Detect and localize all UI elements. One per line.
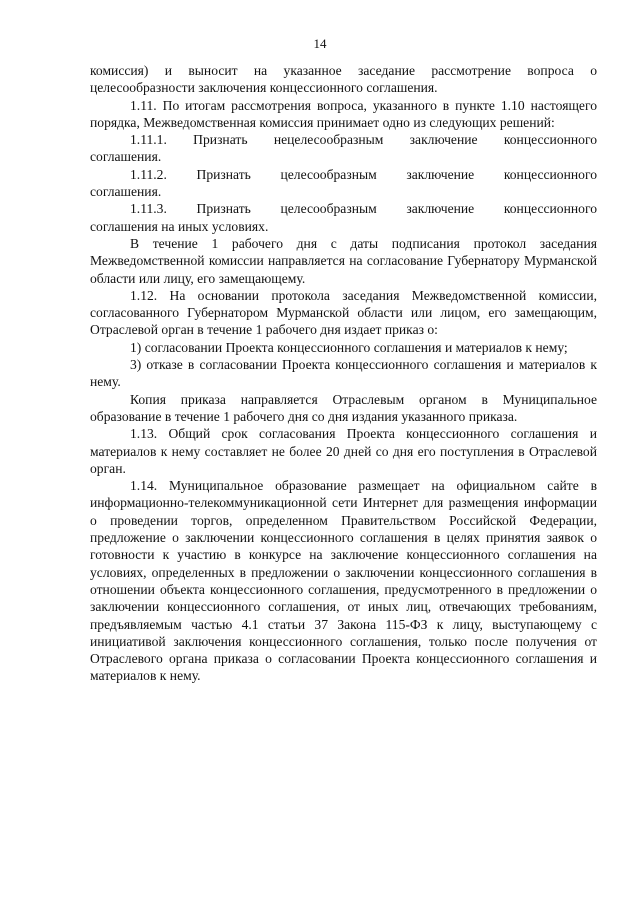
paragraph-protocol: В течение 1 рабочего дня с даты подписания протокол заседания Межведомственной комиссии направляется на согласование Губернатору Мурманской области или лицу, его замещающему. bbox=[90, 235, 597, 286]
paragraph-item-approval: 1) согласовании Проекта концессионного соглашения и материалов к нему; bbox=[130, 339, 568, 355]
paragraph-1-11-1: 1.11.1. Признать нецелесообразным заключение концессионного bbox=[130, 132, 597, 148]
document-body bbox=[90, 62, 597, 685]
paragraph-1-12: 1.12. На основании протокола заседания Межведомственной комиссии, согласованного Губернатором Мурманской области или лицом, его замещающим, Отраслевой орган в течение 1 рабочего дня издает приказ о: bbox=[90, 287, 597, 338]
paragraph-1-11-3: 1.11.3. Признать целесообразным заключение концессионного bbox=[130, 201, 597, 217]
paragraph-1-13: 1.13. Общий срок согласования Проекта концессионного соглашения и материалов к нему составляет не более 20 дней со дня его поступления в Отраслевой орган. bbox=[90, 426, 597, 476]
paragraph-1-14: 1.14. Муниципальное образование размещает на официальном сайте в информационно-телекоммуникационной сети Интернет для размещения информации о проведении торгов, определенном Правительством Российской Федерации, предложение о заключении концессионного соглашения в целях принятия заявок о готовности к участию в конкурсе на заключение концессионного соглашения на условиях, определенных в предложении о заключении концессионного соглашения в отношении объекта концессионного соглашения, предусмотренного в предложении о заключении концессионного соглашения, от иных лиц, отвечающих требованиям, предъявляемым частью 4.1 статьи 37 Закона 115-ФЗ к лицу, выступающему с инициативой заключения концессионного соглашения, только после получения от Отраслевого органа приказа о согласовании Проекта концессионного соглашения и материалов к нему. bbox=[90, 478, 597, 684]
paragraph-order-copy: Копия приказа направляется Отраслевым органом в Муниципальное образование в течение 1 рабочего дня со дня издания указанного приказа. bbox=[90, 391, 597, 424]
paragraph-1-11-3-end: соглашения на иных условиях. bbox=[90, 218, 269, 234]
paragraph-1-11: 1.11. По итогам рассмотрения вопроса, указанного в пункте 1.10 настоящего порядка, Межведомственная комиссия принимает одно из следующих решений: bbox=[90, 97, 597, 130]
page-number: 14 bbox=[313, 36, 327, 51]
paragraph-1-11-2: 1.11.2. Признать целесообразным заключение концессионного bbox=[130, 166, 597, 182]
paragraph-item-refusal: 3) отказе в согласовании Проекта концессионного соглашения и материалов к нему. bbox=[90, 357, 597, 390]
paragraph-1-11-2-end: соглашения. bbox=[90, 184, 162, 200]
paragraph-continuation: комиссия) и выносит на указанное заседание рассмотрение вопроса о целесообразности заключения концессионного соглашения. bbox=[90, 63, 597, 96]
paragraph-1-11-1-end: соглашения. bbox=[90, 149, 162, 165]
